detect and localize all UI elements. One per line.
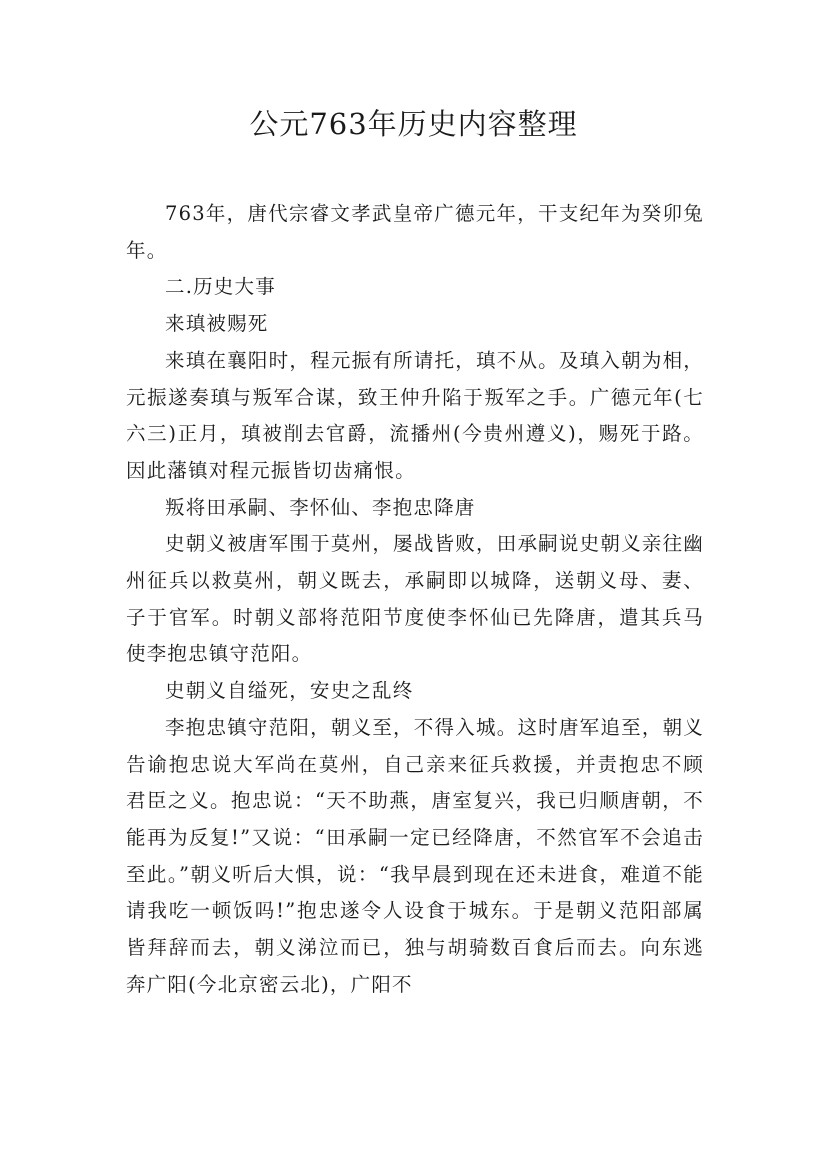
paragraph-shi-chaoyi: 李抱忠镇守范阳，朝义至，不得入城。这时唐军追至，朝义告谕抱忠说大军尚在莫州，自己亲来征兵救援，并责抱忠不顾君臣之义。抱忠说：“天不助燕，唐室复兴，我已归顺唐朝，不能再为反复!”又说：“田承嗣一定已经降唐，不然官军不会追击至此。”朝义听后大惧，说：“我早晨到现在还未进食，难道不能请我吃一顿饭吗!”抱忠遂令人设食于城东。于是朝义范阳部属皆拜辞而去，朝义涕泣而已，独与胡骑数百食后而去。向东逃奔广阳(今北京密云北)，广阳不 [126, 715, 704, 996]
paragraph-lai-zhen: 来瑱在襄阳时，程元振有所请托，瑱不从。及瑱入朝为相，元振遂奏瑱与叛军合谋，致王仲升陷于叛军之手。广德元年(七六三)正月，瑱被削去官爵，流播州(今贵州遵义)，赐死于路。因此藩镇对程元振皆切齿痛恨。 [126, 348, 704, 482]
paragraph-intro: 763年，唐代宗睿文孝武皇帝广德元年，干支纪年为癸卯兔年。 [126, 202, 704, 262]
subheading-lai-zhen: 来瑱被赐死 [165, 312, 269, 336]
document-title: 公元763年历史内容整理 [249, 107, 578, 141]
document-body [126, 196, 704, 1003]
subheading-shi-chaoyi: 史朝义自缢死，安史之乱终 [165, 679, 414, 703]
subheading-surrender: 叛将田承嗣、李怀仙、李抱忠降唐 [165, 495, 476, 519]
paragraph-surrender: 史朝义被唐军围于莫州，屡战皆败，田承嗣说史朝义亲往幽州征兵以救莫州，朝义既去，承嗣即以城降，送朝义母、妻、子于官军。时朝义部将范阳节度使李怀仙已先降唐，遣其兵马使李抱忠镇守范阳。 [126, 532, 704, 666]
section-heading-events: 二.历史大事 [165, 275, 276, 299]
